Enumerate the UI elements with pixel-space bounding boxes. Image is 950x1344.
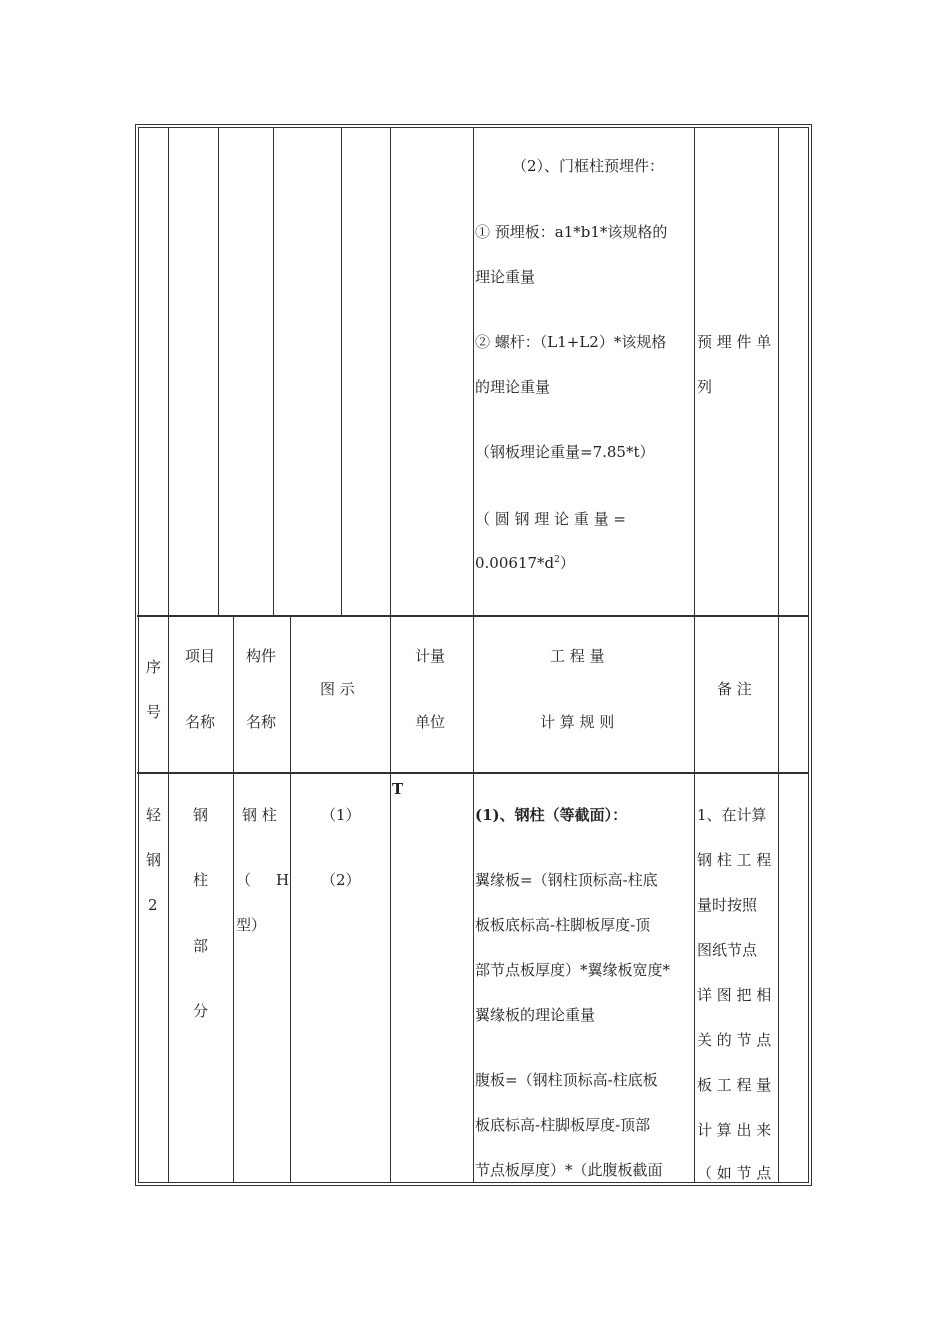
round-steel-formula-exponent: 2 (554, 555, 560, 565)
steel-plate-weight-formula: （钢板理论重量=7.85*t） (475, 443, 655, 461)
embedded-parts-remark-line-1: 预 埋 件 单 (697, 333, 772, 351)
row-seq-char: 轻 (146, 806, 162, 824)
top-col-line (218, 127, 219, 615)
header-item-line-1: 项目 (185, 647, 216, 665)
header-figure: 图 示 (320, 680, 355, 698)
header-component-line-2: 名称 (246, 713, 277, 731)
header-item-line-2: 名称 (185, 713, 216, 731)
row-unit-mark: T (392, 780, 404, 798)
round-steel-formula-end: ） (559, 554, 575, 572)
remark-line: 计 算 出 来 (697, 1121, 772, 1139)
header-seq-line-2: 号 (146, 703, 162, 721)
top-col-line (694, 127, 695, 615)
row-item-char: 柱 (193, 871, 209, 889)
embedded-plate-line-2: 理论重量 (475, 268, 536, 286)
embedded-plate-line-1: ① 预埋板：a1*b1*该规格的 (475, 223, 668, 241)
row-component-paren: （ (236, 871, 252, 889)
header-remark: 备 注 (717, 680, 752, 698)
header-quantity-line-1: 工 程 量 (550, 647, 605, 665)
round-steel-formula-line-1: （ 圆 钢 理 论 重 量 = (475, 510, 626, 528)
row-seq-char: 钢 (146, 851, 162, 869)
top-col-line (473, 127, 474, 615)
rule-line: 节点板厚度）*（此腹板截面 (475, 1161, 663, 1179)
round-steel-formula-base: 0.00617*d (475, 554, 555, 572)
header-unit-line-2: 单位 (415, 713, 446, 731)
rule-line: 翼缘板=（钢柱顶标高-柱底 (475, 871, 658, 889)
rule-line: 翼缘板的理论重量 (475, 1006, 596, 1024)
table-top-border (135, 124, 811, 125)
row-item-char: 分 (193, 1002, 209, 1020)
remark-line: 图纸节点 (697, 941, 758, 959)
col-line (473, 615, 474, 1183)
rule-line: 板板底标高-柱脚板厚度-顶 (475, 916, 651, 934)
row-component-h: H (276, 871, 290, 889)
remark-line: 1、在计算 (697, 806, 767, 824)
row-component-line-3: 型） (236, 916, 267, 934)
rule-line: 板底标高-柱脚板厚度-顶部 (475, 1116, 651, 1134)
top-col-line (341, 127, 342, 615)
row-item-char: 部 (193, 937, 209, 955)
table-bottom-border (135, 1185, 811, 1186)
row-seq-char: 2 (148, 896, 158, 914)
col-line (168, 615, 169, 1183)
col-line (233, 615, 234, 1183)
anchor-bolt-line-1: ② 螺杆：（L1+L2）*该规格 (475, 333, 667, 351)
col-line (290, 615, 291, 1183)
rule-title: (1)、钢柱（等截面）： (475, 806, 628, 824)
header-unit-line-1: 计量 (415, 647, 446, 665)
top-col-line (390, 127, 391, 615)
remark-line: 详 图 把 相 (697, 986, 772, 1004)
col-line (390, 615, 391, 1183)
top-col-line (168, 127, 169, 615)
anchor-bolt-line-2: 的理论重量 (475, 378, 551, 396)
rule-line: 部节点板厚度）*翼缘板宽度* (475, 961, 671, 979)
rule-line: 腹板=（钢柱顶标高-柱底板 (475, 1071, 658, 1089)
row-component-line-1: 钢 柱 (242, 806, 277, 824)
table-left-border (135, 124, 136, 1186)
remark-line: 板 工 程 量 (697, 1076, 772, 1094)
table-right-border (811, 124, 812, 1186)
row-figure-1: （1） (321, 806, 361, 824)
header-quantity-line-2: 计 算 规 则 (540, 713, 615, 731)
table-left-inner-border (138, 127, 139, 1183)
round-steel-formula-line-2 (475, 553, 575, 573)
remark-line: 关 的 节 点 (697, 1031, 772, 1049)
top-col-line (273, 127, 274, 615)
embedded-parts-heading: （2）、门框柱预埋件： (512, 157, 665, 175)
col-line (778, 615, 779, 1183)
embedded-parts-remark-line-2: 列 (697, 378, 713, 396)
col-line (694, 615, 695, 1183)
header-seq-line-1: 序 (146, 658, 162, 676)
row-figure-2: （2） (321, 871, 361, 889)
row-item-char: 钢 (193, 806, 209, 824)
remark-line: （ 如 节 点 (697, 1164, 772, 1182)
table-right-inner-border (808, 127, 809, 1183)
top-col-line (778, 127, 779, 615)
remark-line: 钢 柱 工 程 (697, 851, 772, 869)
remark-line: 量时按照 (697, 896, 758, 914)
header-component-line-1: 构件 (246, 647, 277, 665)
